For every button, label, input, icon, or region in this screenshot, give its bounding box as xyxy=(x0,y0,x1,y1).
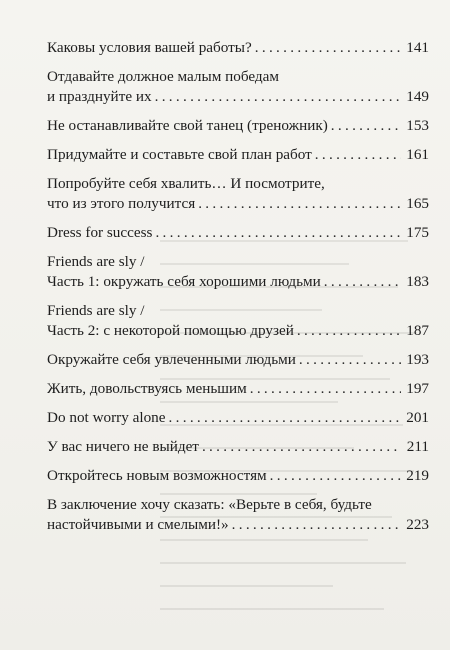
toc-page-number: 149 xyxy=(406,88,429,105)
dot-leader xyxy=(155,223,401,243)
toc-entry-title: Dress for success xyxy=(47,224,153,241)
toc-entry xyxy=(47,301,429,341)
toc-page-number: 165 xyxy=(406,195,429,212)
toc-entry-title: Часть 1: окружать себя хорошими людьми xyxy=(47,273,321,290)
toc-page-number: 211 xyxy=(406,438,429,455)
dot-leader xyxy=(255,38,401,58)
toc-entry xyxy=(47,174,429,214)
toc-entry-title-line: В заключение хочу сказать: «Верьте в себя, будьте xyxy=(47,496,372,513)
toc-entry xyxy=(47,252,429,292)
toc-entry-final-line xyxy=(47,437,429,457)
dot-leader xyxy=(202,437,401,457)
toc-page-number: 141 xyxy=(406,39,429,56)
dot-leader xyxy=(297,321,401,341)
dot-leader xyxy=(315,145,401,165)
toc-page-number: 193 xyxy=(406,351,429,368)
toc-entry-title: Жить, довольствуясь меньшим xyxy=(47,380,247,397)
toc-entry-title-line: Отдавайте должное малым победам xyxy=(47,68,279,85)
dot-leader xyxy=(270,466,401,486)
toc-entry-final-line xyxy=(47,194,429,214)
toc-page-number: 183 xyxy=(406,273,429,290)
toc-entry-final-line xyxy=(47,223,429,243)
dot-leader xyxy=(169,408,401,428)
toc-entry-final-line xyxy=(47,145,429,165)
toc-entry-title: Каковы условия вашей работы? xyxy=(47,39,252,56)
toc-entry xyxy=(47,408,429,428)
toc-page-number: 197 xyxy=(406,380,429,397)
toc-entry xyxy=(47,350,429,370)
dot-leader xyxy=(324,272,401,292)
table-of-contents xyxy=(47,38,429,544)
toc-entry-final-line xyxy=(47,321,429,341)
toc-entry-title: Откройтесь новым возможностям xyxy=(47,467,267,484)
toc-entry xyxy=(47,437,429,457)
dot-leader xyxy=(299,350,401,370)
toc-entry-title: Окружайте себя увлеченными людьми xyxy=(47,351,296,368)
dot-leader xyxy=(331,116,401,136)
toc-entry-title: Часть 2: с некоторой помощью друзей xyxy=(47,322,294,339)
toc-entry xyxy=(47,38,429,58)
dot-leader xyxy=(155,87,401,107)
toc-entry-title: настойчивыми и смелыми!» xyxy=(47,516,229,533)
toc-entry-title: Do not worry alone xyxy=(47,409,166,426)
toc-entry xyxy=(47,145,429,165)
toc-entry-final-line xyxy=(47,379,429,399)
dot-leader xyxy=(232,515,401,535)
toc-entry-final-line xyxy=(47,466,429,486)
toc-page-number: 187 xyxy=(406,322,429,339)
toc-entry xyxy=(47,466,429,486)
toc-entry-title-line: Попробуйте себя хвалить… И посмотрите, xyxy=(47,175,325,192)
toc-page-number: 219 xyxy=(406,467,429,484)
toc-entry-title: и празднуйте их xyxy=(47,88,152,105)
toc-entry-title-line: Friends are sly / xyxy=(47,253,145,270)
toc-entry xyxy=(47,495,429,535)
toc-entry-final-line xyxy=(47,408,429,428)
toc-page-number: 153 xyxy=(406,117,429,134)
toc-entry-final-line xyxy=(47,515,429,535)
toc-page-number: 175 xyxy=(406,224,429,241)
toc-entry-final-line xyxy=(47,116,429,136)
toc-entry-final-line xyxy=(47,38,429,58)
toc-page-number: 161 xyxy=(406,146,429,163)
toc-entry-title: Не останавливайте свой танец (треножник) xyxy=(47,117,328,134)
dot-leader xyxy=(250,379,401,399)
toc-entry-title: что из этого получится xyxy=(47,195,196,212)
toc-entry-final-line xyxy=(47,87,429,107)
toc-entry xyxy=(47,379,429,399)
toc-entry-final-line xyxy=(47,350,429,370)
toc-page-number: 223 xyxy=(406,516,429,533)
toc-entry-title-line: Friends are sly / xyxy=(47,302,145,319)
dot-leader xyxy=(198,194,401,214)
toc-entry-title: Придумайте и составьте свой план работ xyxy=(47,146,312,163)
toc-page-number: 201 xyxy=(406,409,429,426)
toc-entry xyxy=(47,67,429,107)
toc-entry xyxy=(47,116,429,136)
toc-entry-title: У вас ничего не выйдет xyxy=(47,438,199,455)
toc-entry xyxy=(47,223,429,243)
toc-entry-final-line xyxy=(47,272,429,292)
